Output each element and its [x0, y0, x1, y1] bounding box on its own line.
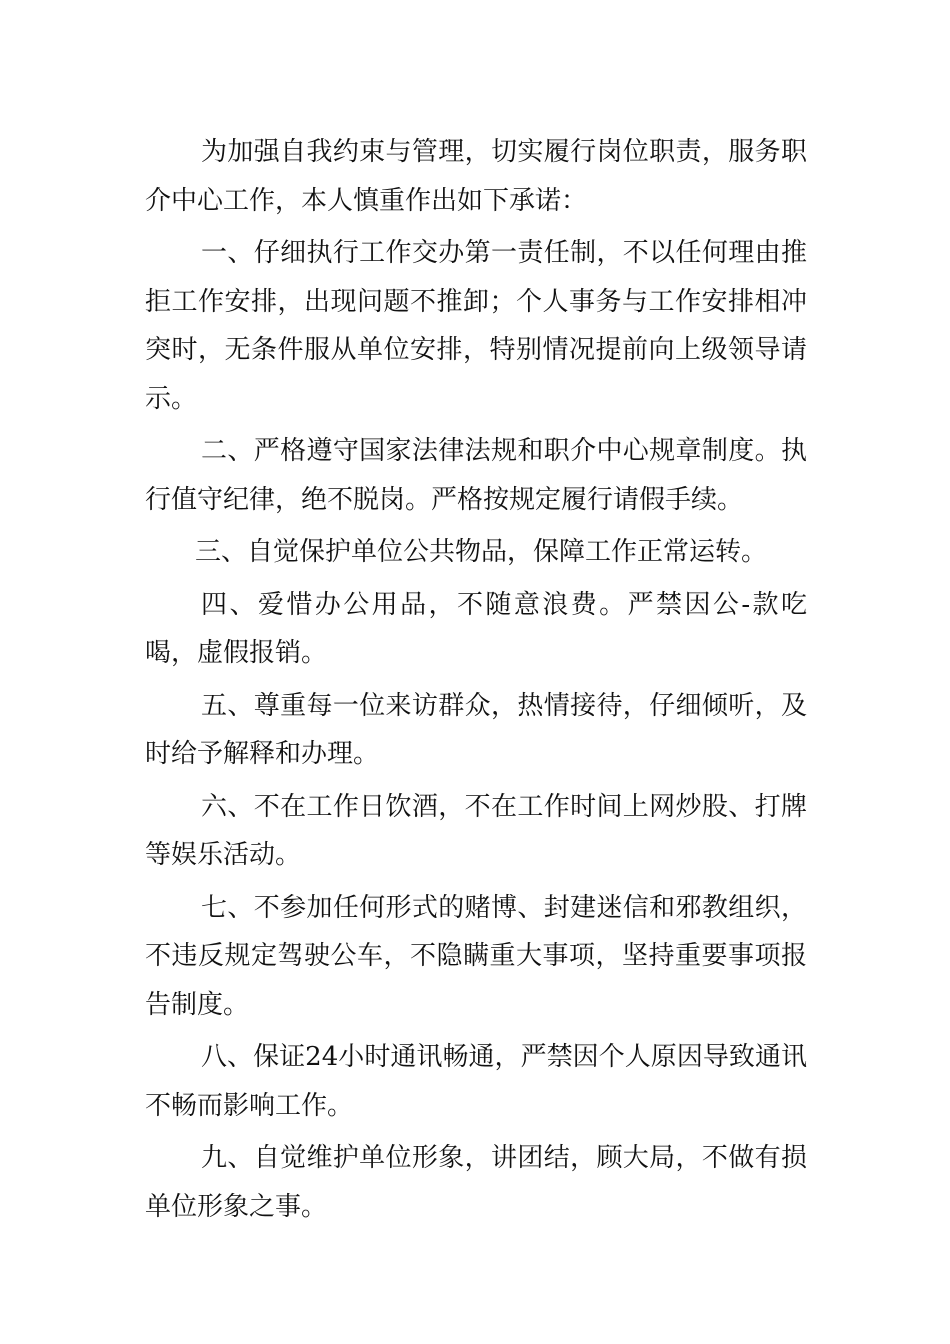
commitment-1-paragraph: 一、仔细执行工作交办第一责任制，不以任何理由推拒工作安排，出现问题不推卸；个人事务与工作安排相冲突时，无条件服从单位安排，特别情况提前向上级领导请示。: [145, 238, 807, 414]
commitment-6-paragraph: 六、不在工作日饮酒，不在工作时间上网炒股、打牌等娱乐活动。: [145, 791, 807, 870]
commitment-7-paragraph: 七、不参加任何形式的赌博、封建迷信和邪教组织，不违反规定驾驶公车，不隐瞒重大事项，坚持重要事项报告制度。: [145, 892, 807, 1020]
commitment-2-paragraph: 二、严格遵守国家法律法规和职介中心规章制度。执行值守纪律，绝不脱岗。严格按规定履行请假手续。: [145, 436, 807, 515]
commitment-9-paragraph: 九、自觉维护单位形象，讲团结，顾大局，不做有损单位形象之事。: [145, 1143, 807, 1222]
commitment-8-paragraph: 八、保证24小时通讯畅通，严禁因个人原因导致通讯不畅而影响工作。: [145, 1042, 807, 1121]
intro-paragraph: 为加强自我约束与管理，切实履行岗位职责，服务职介中心工作，本人慎重作出如下承诺：: [145, 137, 807, 216]
commitment-4-paragraph: 四、爱惜办公用品，不随意浪费。严禁因公-款吃喝，虚假报销。: [145, 589, 807, 668]
commitment-5-paragraph: 五、尊重每一位来访群众，热情接待，仔细倾听，及时给予解释和办理。: [145, 690, 807, 769]
document-body: [145, 128, 807, 1235]
commitment-3-paragraph: 三、自觉保护单位公共物品，保障工作正常运转。: [195, 537, 768, 567]
